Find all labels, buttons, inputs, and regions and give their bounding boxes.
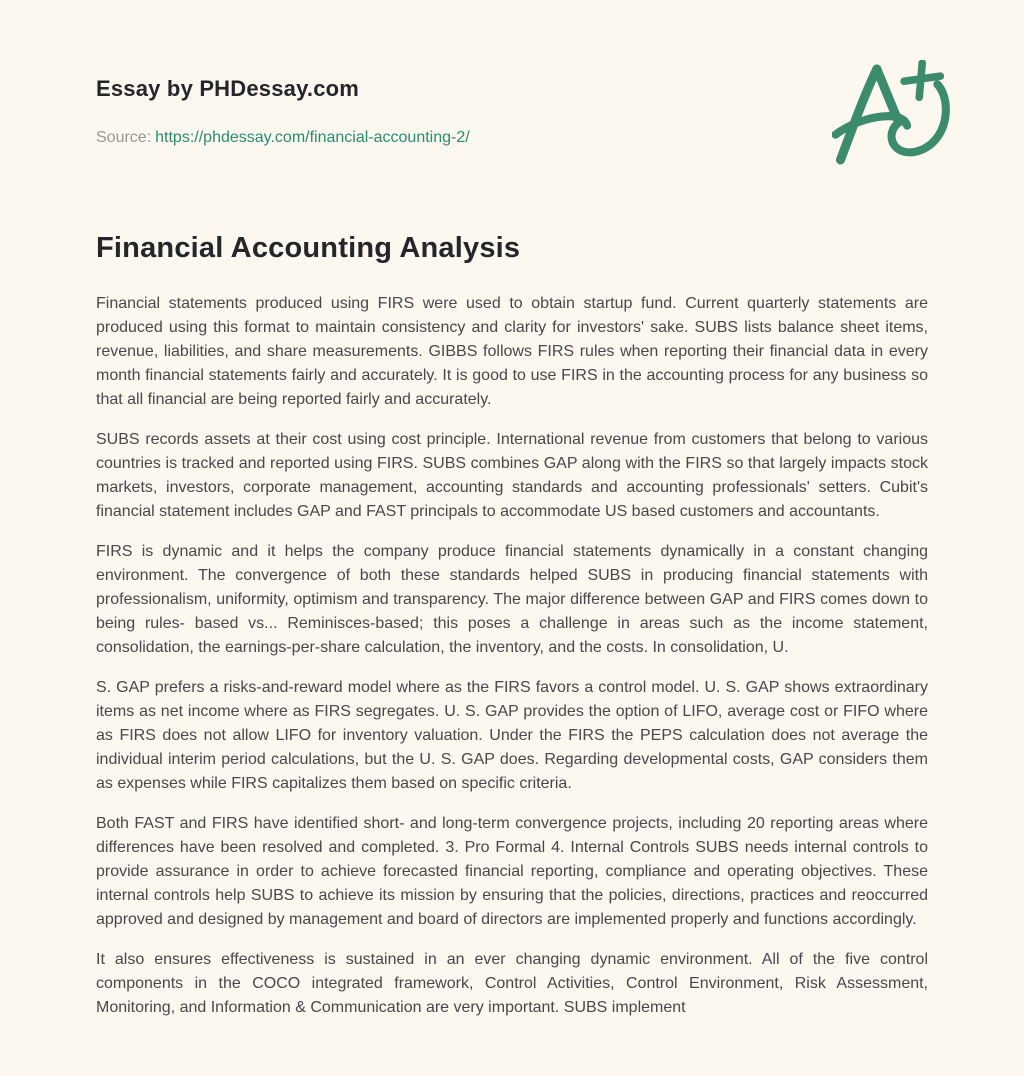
essay-paragraph: S. GAP prefers a risks-and-reward model where as the FIRS favors a control model. U. S. GAP shows extraordinary items as net income where as FIRS segregates. U. S. GAP provides the option of LIFO, average cost or FIFO where as FIRS does not allow LIFO for inventory valuation. Under the FIRS the PEPS calculation does not average the individual interim period calculations, but the U. S. GAP does. Regarding developmental costs, GAP considers them as expenses while FIRS capitalizes them based on specific criteria. [96,679,928,792]
essay-body [96,292,928,1020]
a-plus-logo-icon [832,60,958,166]
essay-paragraph: SUBS records assets at their cost using cost principle. International revenue from customers that belong to various countries is tracked and reported using FIRS. SUBS combines GAP along with the FIRS so that largely impacts stock markets, investors, corporate management, accounting standards and accounting professionals' setters. Cubit's financial statement includes GAP and FAST principals to accommodate US based customers and accountants. [96,431,928,520]
essay-paragraph: FIRS is dynamic and it helps the company produce financial statements dynamically in a constant changing environment. The convergence of both these standards helped SUBS in producing financial statements with professionalism, uniformity, optimism and transparency. The major difference between GAP and FIRS comes down to being rules- based vs... Reminisces-based; this poses a challenge in areas such as the income statement, consolidation, the earnings-per-share calculation, the inventory, and the costs. In consolidation, U. [96,543,928,656]
page-title: Financial Accounting Analysis [96,232,521,264]
essay-paragraph: It also ensures effectiveness is sustained in an ever changing dynamic environment. All of the five control components in the COCO integrated framework, Control Activities, Control Environment, Risk Assessment, Monitoring, and Information & Communication are very important. SUBS implement [96,951,928,1016]
essay-paragraph: Financial statements produced using FIRS were used to obtain startup fund. Current quarterly statements are produced using this format to maintain consistency and clarity for investors' sake. SUBS lists balance sheet items, revenue, liabilities, and share measurements. GIBBS follows FIRS rules when reporting their financial data in every month financial statements fairly and accurately. It is good to use FIRS in the accounting process for any business so that all financial are being reported fairly and accurately. [96,295,928,408]
byline: Essay by PHDessay.com [96,76,360,101]
source-link[interactable]: https://phdessay.com/financial-accounting-2/ [155,129,470,146]
a-plus-logo [832,60,958,166]
source-label: Source: [96,129,152,146]
essay-paragraph: Both FAST and FIRS have identified short- and long-term convergence projects, including 20 reporting areas where differences have been resolved and completed. 3. Pro Formal 4. Internal Controls SUBS needs internal controls to provide assurance in order to achieve forecasted financial reporting, compliance and operating objectives. These internal controls help SUBS to achieve its mission by ensuring that the policies, directions, practices and reoccurred approved and designed by management and board of directors are implemented properly and functions accordingly. [96,815,928,928]
source-row [96,128,928,148]
